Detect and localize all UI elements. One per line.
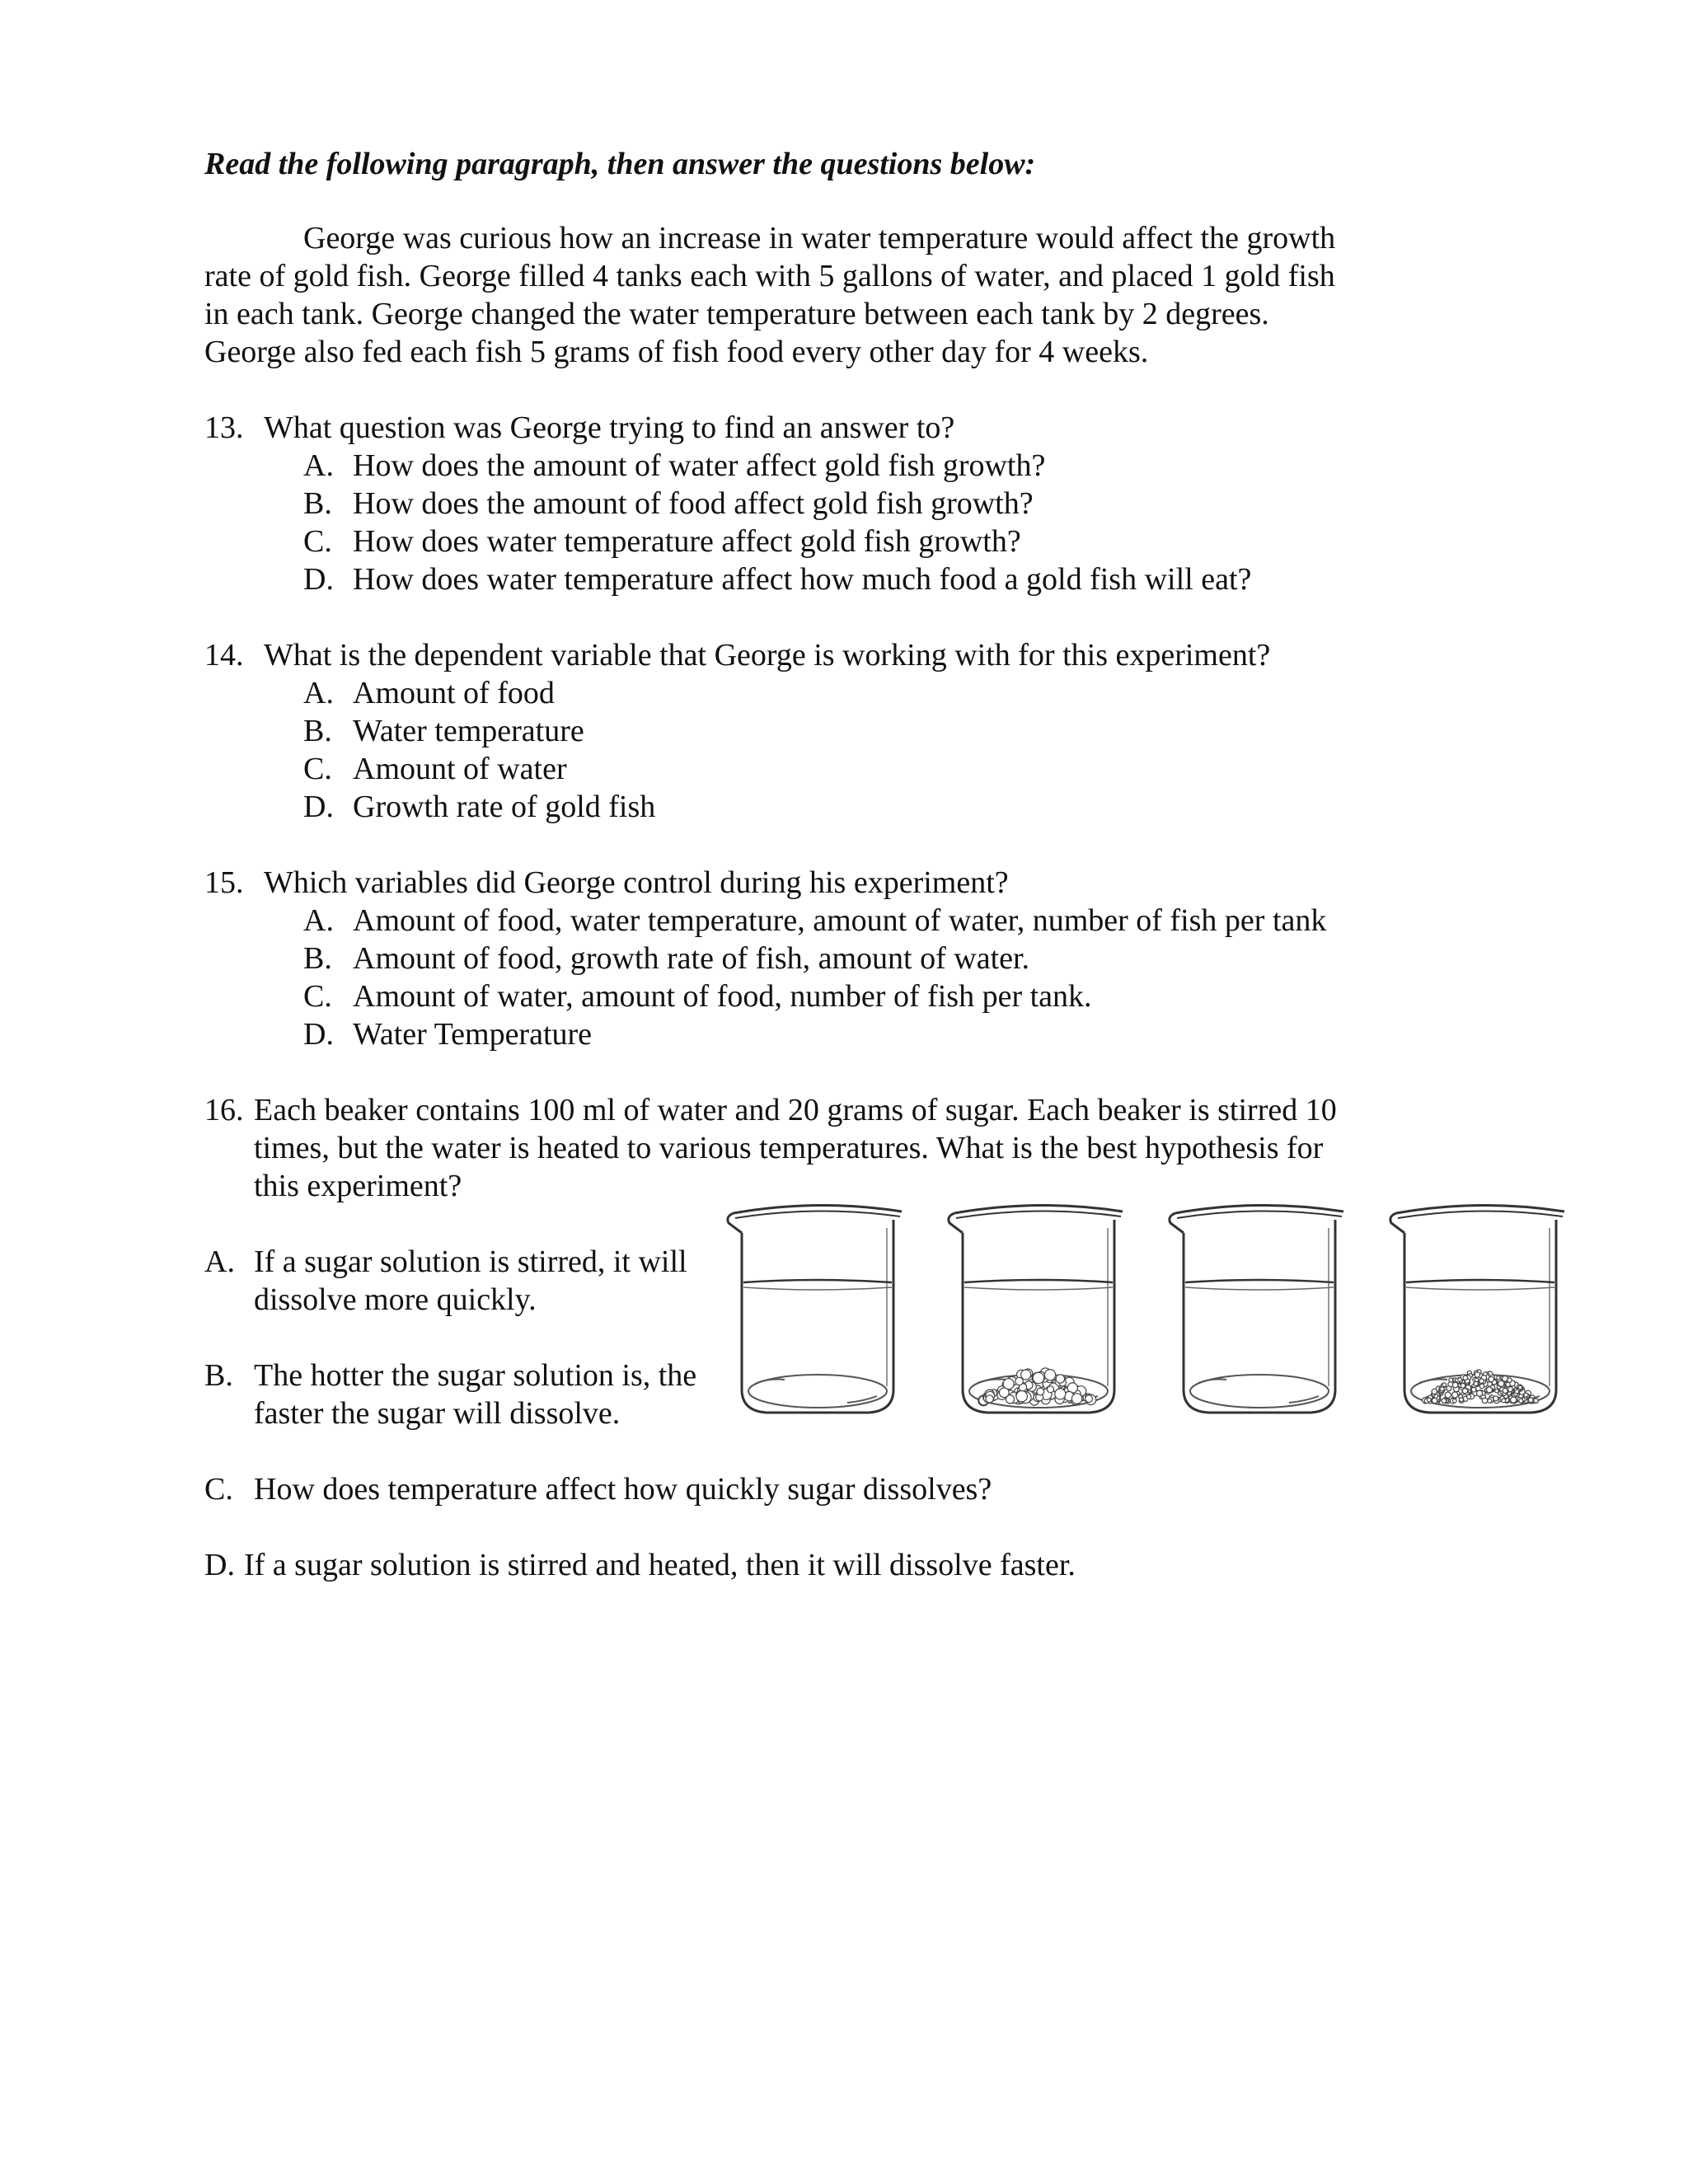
question-number: 14. xyxy=(204,638,244,673)
question-number: 15. xyxy=(204,865,244,900)
beaker-rim-inner xyxy=(1177,1211,1342,1218)
option-text: If a sugar solution is stirred, it will xyxy=(254,1244,687,1279)
beaker-rim-inner xyxy=(956,1211,1121,1218)
question-text: this experiment? xyxy=(254,1169,462,1203)
option-letter: B. xyxy=(303,941,332,976)
question-text: Which variables did George control during his experiment? xyxy=(264,865,1009,900)
question-text: What question was George trying to find an answer to? xyxy=(264,410,955,445)
beaker-spout xyxy=(1390,1213,1404,1233)
option-letter: D. xyxy=(204,1548,235,1582)
water-line xyxy=(964,1280,1113,1282)
water-line xyxy=(743,1280,892,1282)
option-letter: D. xyxy=(303,1017,334,1052)
beakers-illustration xyxy=(724,1195,1573,1426)
glass-reflection xyxy=(978,1380,1006,1384)
beaker-rim xyxy=(1396,1205,1564,1213)
beaker-spout xyxy=(728,1213,742,1233)
option-text: Amount of water xyxy=(353,752,567,786)
question-text: Each beaker contains 100 ml of water and 20 grams of sugar. Each beaker is stirred 10 xyxy=(254,1093,1337,1127)
beaker-icon xyxy=(724,1195,912,1426)
passage-line: George also fed each fish 5 grams of fish food every other day for 4 weeks. xyxy=(204,335,1149,369)
beaker-rim-inner xyxy=(735,1211,900,1218)
water-line-lower xyxy=(1185,1287,1334,1290)
option-text: How does water temperature affect how much food a gold fish will eat? xyxy=(353,562,1252,597)
option-letter: D. xyxy=(303,790,334,824)
beaker-body xyxy=(1404,1220,1556,1413)
sugar-pile xyxy=(1423,1370,1539,1404)
option-letter: A. xyxy=(303,676,334,710)
option-text: How does the amount of water affect gold fish growth? xyxy=(353,448,1046,483)
question-text: times, but the water is heated to various temperatures. What is the best hypothesis for xyxy=(254,1131,1324,1165)
passage-line: rate of gold fish. George filled 4 tanks each with 5 gallons of water, and placed 1 gold fish xyxy=(204,259,1335,293)
beaker-rim xyxy=(1175,1205,1343,1213)
option-letter: A. xyxy=(303,448,334,483)
beaker-spout xyxy=(1170,1213,1184,1233)
beaker-icon xyxy=(945,1195,1132,1426)
beaker-rim-inner xyxy=(1398,1211,1563,1218)
option-text: faster the sugar will dissolve. xyxy=(254,1396,621,1431)
option-letter: C. xyxy=(303,979,332,1014)
option-text: Water temperature xyxy=(353,714,584,748)
option-letter: C. xyxy=(303,752,332,786)
beaker-spout xyxy=(949,1213,963,1233)
passage-line: in each tank. George changed the water temperature between each tank by 2 degrees. xyxy=(204,297,1269,331)
instructions-heading: Read the following paragraph, then answer the questions below: xyxy=(204,147,1036,181)
water-line-lower xyxy=(743,1287,892,1290)
glass-reflection xyxy=(1198,1380,1226,1384)
question-number: 13. xyxy=(204,410,244,445)
option-text: Amount of food, water temperature, amount of water, number of fish per tank xyxy=(353,903,1327,938)
water-line xyxy=(1406,1280,1554,1282)
option-text: If a sugar solution is stirred and heated, then it will dissolve faster. xyxy=(244,1548,1076,1582)
option-text: Water Temperature xyxy=(353,1017,593,1052)
option-text: Amount of food xyxy=(353,676,555,710)
option-letter: D. xyxy=(303,562,334,597)
option-text: Growth rate of gold fish xyxy=(353,790,656,824)
beaker-body xyxy=(1184,1220,1335,1413)
option-text: The hotter the sugar solution is, the xyxy=(254,1358,697,1393)
option-letter: B. xyxy=(303,714,332,748)
option-text: dissolve more quickly. xyxy=(254,1282,537,1317)
water-line xyxy=(1185,1280,1334,1282)
option-text: How does the amount of food affect gold fish growth? xyxy=(353,486,1034,521)
glass-reflection xyxy=(757,1380,785,1384)
option-text: Amount of food, growth rate of fish, amount of water. xyxy=(353,941,1030,976)
option-letter: B. xyxy=(204,1358,233,1393)
beaker-rim xyxy=(734,1205,902,1213)
sugar-pile xyxy=(978,1368,1096,1406)
glass-reflection xyxy=(1419,1380,1447,1384)
passage-line: George was curious how an increase in water temperature would affect the growth xyxy=(303,221,1336,255)
beaker-icon xyxy=(1386,1195,1574,1426)
option-letter: B. xyxy=(303,486,332,521)
option-letter: A. xyxy=(303,903,334,938)
water-line-lower xyxy=(964,1287,1113,1290)
beaker-icon xyxy=(1165,1195,1353,1426)
question-text: What is the dependent variable that George is working with for this experiment? xyxy=(264,638,1271,673)
beaker-body xyxy=(742,1220,893,1413)
question-number: 16. xyxy=(204,1093,244,1127)
option-letter: C. xyxy=(204,1472,233,1507)
option-text: How does water temperature affect gold fish growth? xyxy=(353,524,1021,559)
option-text: Amount of water, amount of food, number of fish per tank. xyxy=(353,979,1092,1014)
option-letter: C. xyxy=(303,524,332,559)
option-letter: A. xyxy=(204,1244,235,1279)
water-line-lower xyxy=(1406,1287,1554,1290)
option-text: How does temperature affect how quickly sugar dissolves? xyxy=(254,1472,992,1507)
beaker-rim xyxy=(954,1205,1123,1213)
